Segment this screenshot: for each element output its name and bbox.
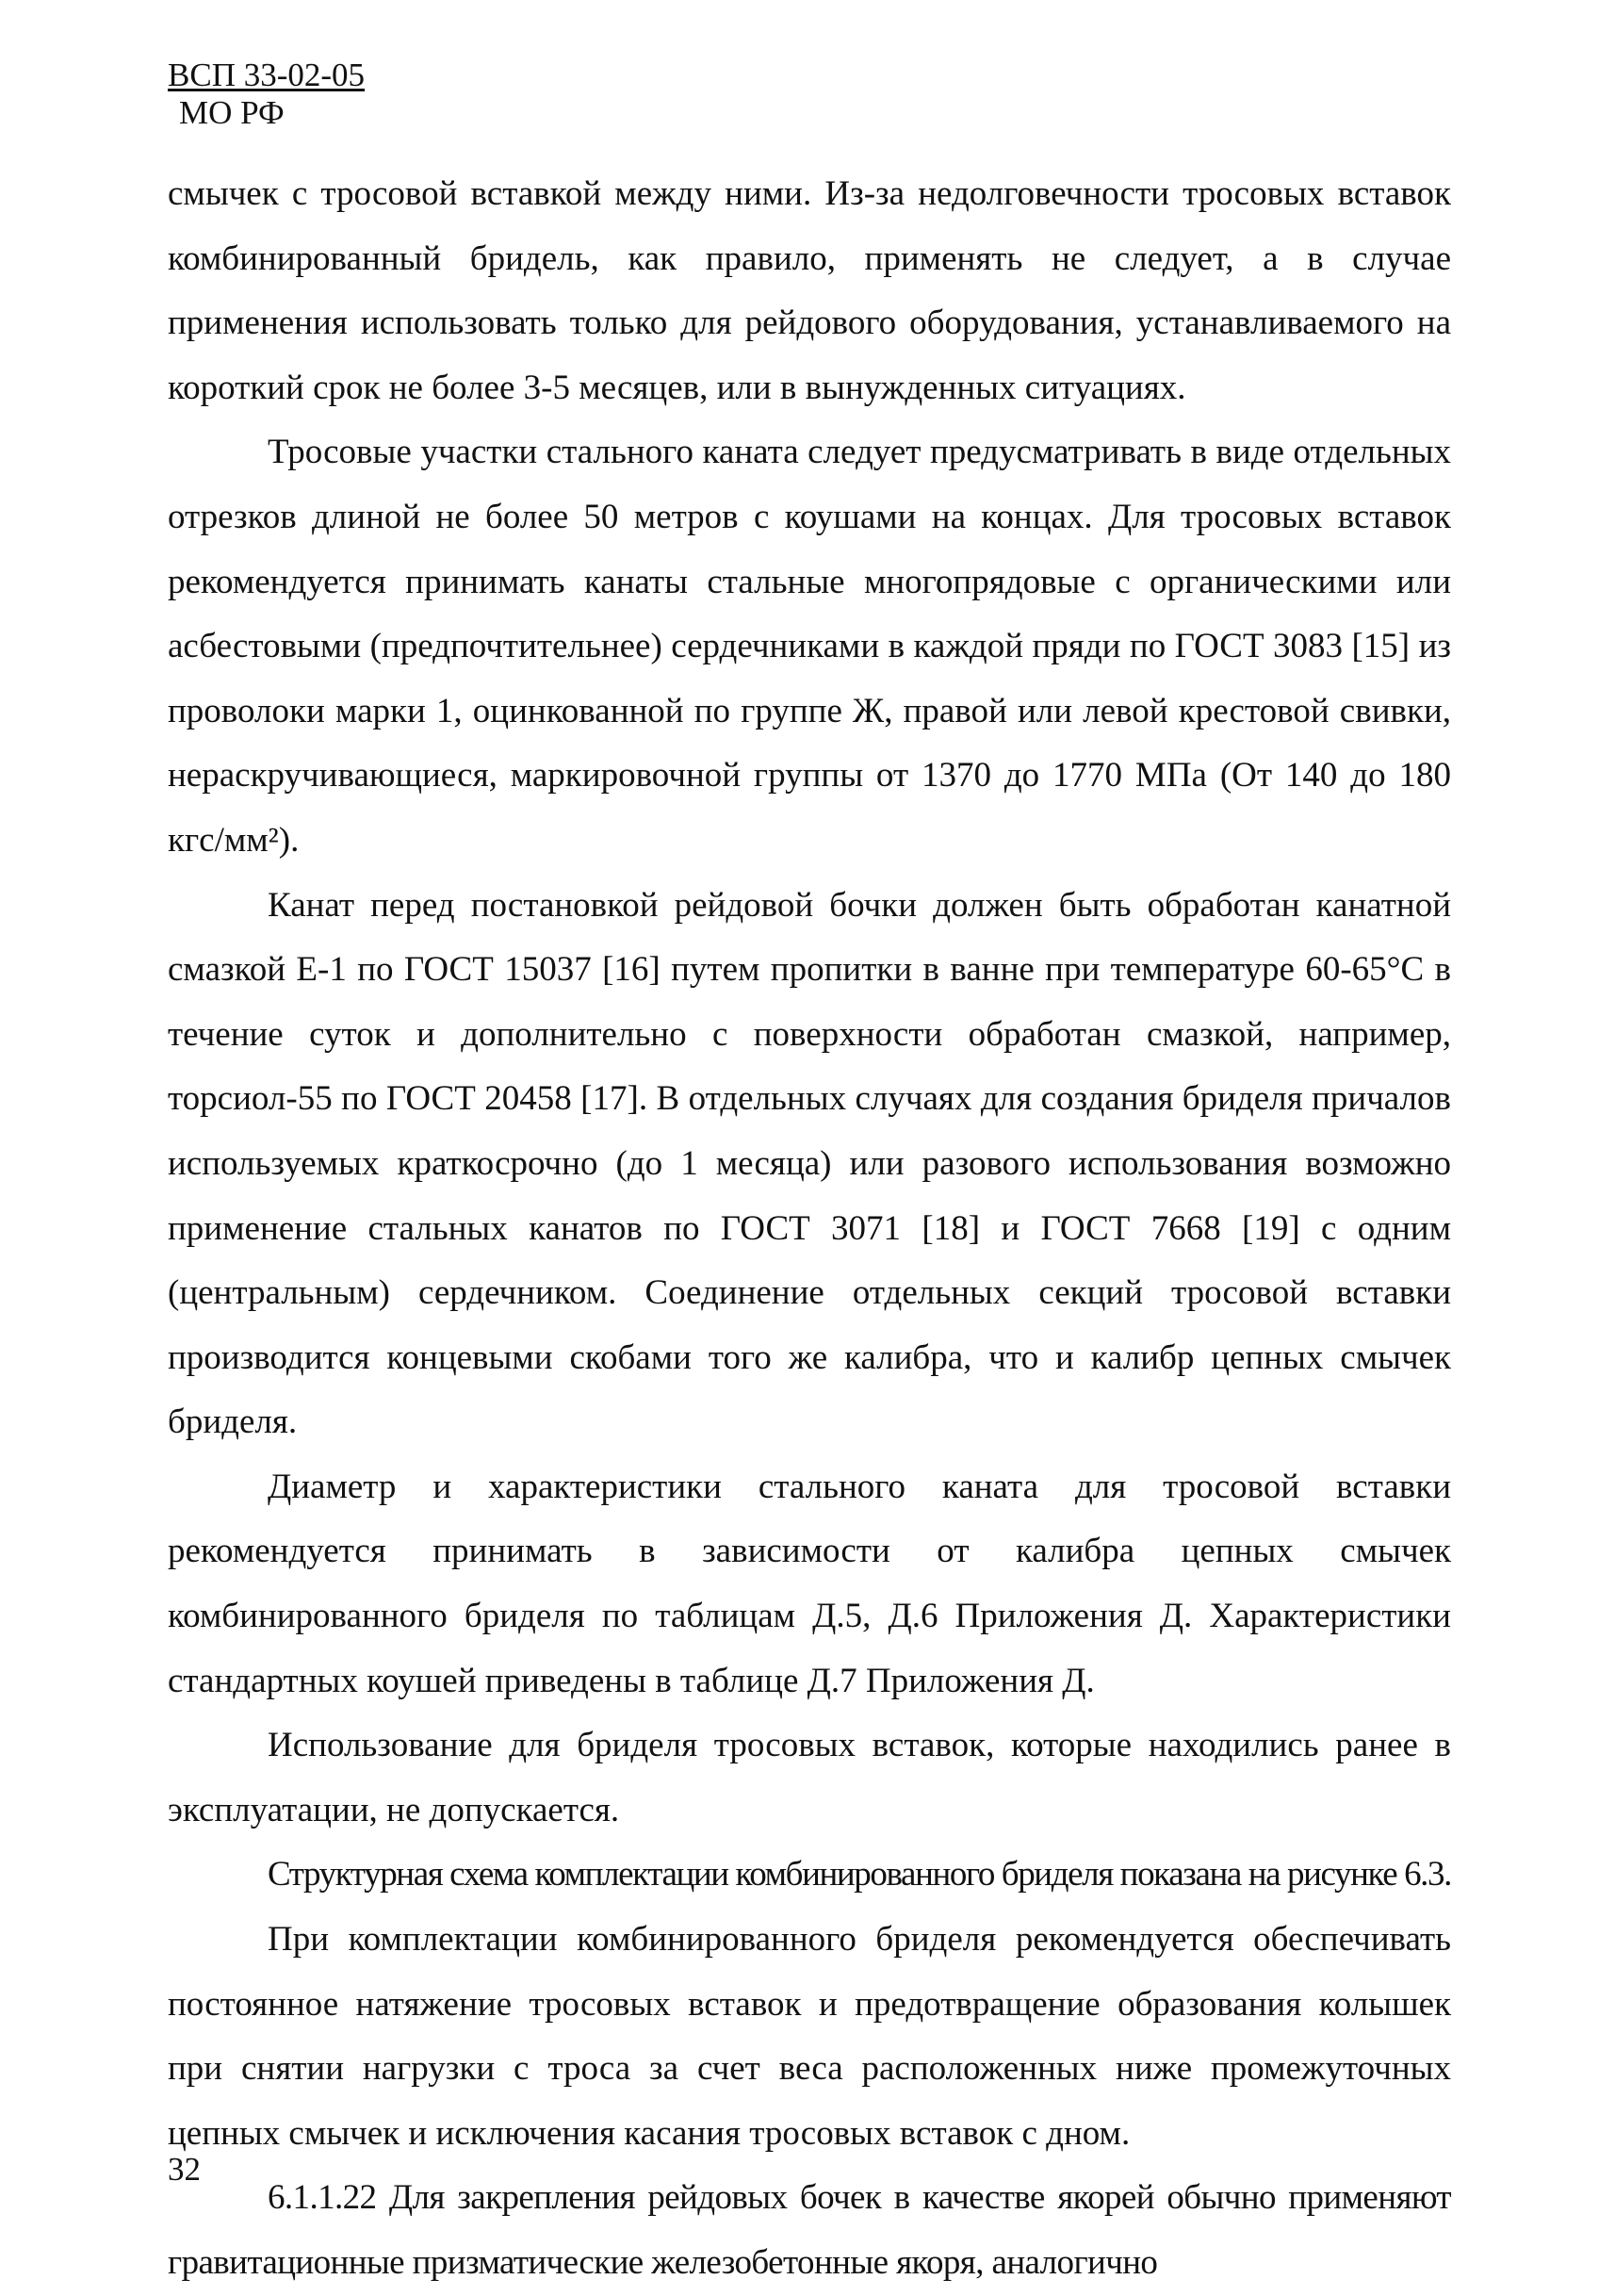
document-code: ВСП 33-02-05 <box>168 57 366 93</box>
paragraph: Диаметр и характеристики стального каната для тросовой вставки рекомендуется принимать в зависимости от калибра цепных смычек комбинированного бриделя по таблицам Д.5, Д.6 Приложения Д. Характеристики стандартных коушей приведены в таблице Д.7 Приложения Д. <box>168 1467 1451 1700</box>
section-paragraph: 6.1.1.22 Для закрепления рейдовых бочек в качестве якорей обычно применяют гравитационные призматические железобетонные якоря, аналогично <box>168 2178 1451 2282</box>
paragraph: смычек с тросовой вставкой между ними. Из-за недолговечности тросовых вставок комбинированный бридель, как правило, применять не следует, а в случае применения использовать только для рейдового оборудования, устанавливаемого на короткий срок не более 3-5 месяцев, или в вынужденных ситуациях. <box>168 174 1451 407</box>
paragraph: При комплектации комбинированного бриделя рекомендуется обеспечивать постоянное натяжение тросовых вставок и предотвращение образования колышек при снятии нагрузки с троса за счет веса расположенных ниже промежуточных цепных смычек и исключения касания тросовых вставок с дном. <box>168 1920 1451 2153</box>
paragraph: Использование для бриделя тросовых вставок, которые находились ранее в эксплуатации, не допускается. <box>168 1726 1451 1829</box>
document-organization: МО РФ <box>179 94 285 131</box>
document-header <box>168 57 365 132</box>
paragraph: Канат перед постановкой рейдовой бочки должен быть обработан канатной смазкой Е-1 по ГОСТ 15037 [16] путем пропитки в ванне при температуре 60-65°С в течение суток и дополнительно с поверхности обработан смазкой, например, торсиол-55 по ГОСТ 20458 [17]. В отдельных случаях для создания бриделя причалов используемых краткосрочно (до 1 месяца) или разового использования возможно применение стальных канатов по ГОСТ 3071 [18] и ГОСТ 7668 [19] с одним (центральным) сердечником. Соединение отдельных секций тросовой вставки производится концевыми скобами того же калибра, что и калибр цепных смычек бриделя. <box>168 885 1451 1442</box>
body-text <box>168 162 1451 2296</box>
page-number: 32 <box>168 2151 201 2188</box>
figure-reference: Структурная схема комплектации комбинированного бриделя показана на рисунке 6.3. <box>268 1855 1451 1894</box>
paragraph: Тросовые участки стального каната следует предусматривать в виде отдельных отрезков длиной не более 50 метров с коушами на концах. Для тросовых вставок рекомендуется принимать канаты стальные многопрядовые с органическими или асбестовыми (предпочтительнее) сердечниками в каждой пряди по ГОСТ 3083 [15] из проволоки марки 1, оцинкованной по группе Ж, правой или левой крестовой свивки, нераскручивающиеся, маркировочной группы от 1370 до 1770 МПа (От 140 до 180 кгс/мм²). <box>168 433 1451 860</box>
